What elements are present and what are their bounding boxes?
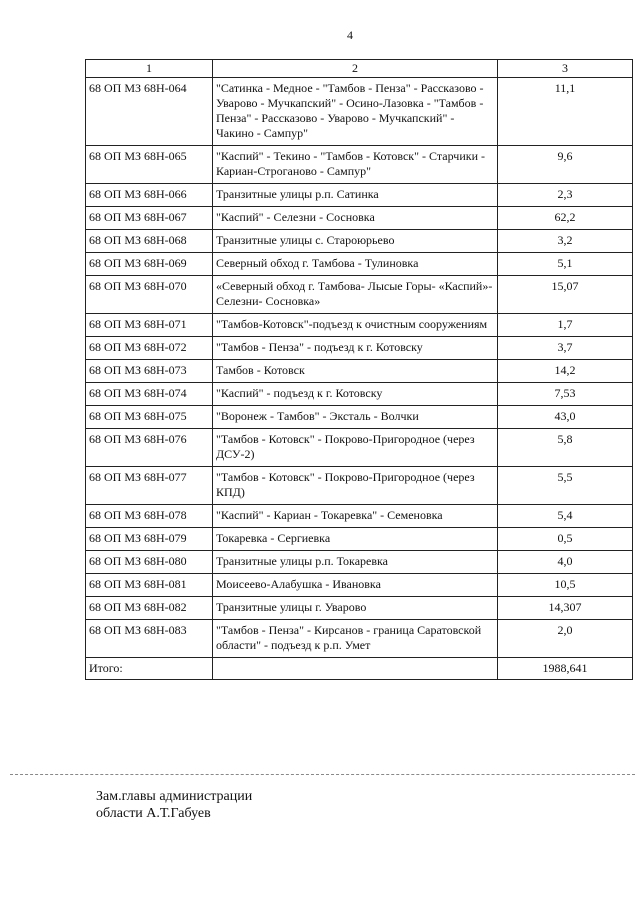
table-row: [86, 230, 633, 253]
road-length-cell: 9,6: [498, 146, 633, 184]
road-code-cell: 68 ОП МЗ 68Н-068: [86, 230, 213, 253]
road-code-cell: 68 ОП МЗ 68Н-083: [86, 620, 213, 658]
road-name-cell: "Воронеж - Тамбов" - Эксталь - Волчки: [213, 406, 498, 429]
road-name-cell: Транзитные улицы г. Уварово: [213, 597, 498, 620]
road-length-cell: 43,0: [498, 406, 633, 429]
road-code-cell: 68 ОП МЗ 68Н-076: [86, 429, 213, 467]
table-header-row: [86, 60, 633, 78]
table-row: [86, 337, 633, 360]
total-label: Итого:: [86, 658, 213, 680]
road-length-cell: 3,2: [498, 230, 633, 253]
road-name-cell: Северный обход г. Тамбова - Тулиновка: [213, 253, 498, 276]
table-row: [86, 78, 633, 146]
road-name-cell: "Сатинка - Медное - "Тамбов - Пенза" - Рассказово - Уварово - Мучкапский" - Осино-Лазовка - "Тамбов - Пенза" - Рассказово - Уварово - Мучкапский" - Чакино - Сампур": [213, 78, 498, 146]
road-length-cell: 5,1: [498, 253, 633, 276]
signature-block: [96, 788, 252, 822]
road-name-cell: Транзитные улицы р.п. Сатинка: [213, 184, 498, 207]
road-name-cell: Транзитные улицы с. Староюрьево: [213, 230, 498, 253]
table-body: [86, 78, 633, 658]
table-row: [86, 505, 633, 528]
road-name-cell: "Каспий" - подъезд к г. Котовску: [213, 383, 498, 406]
road-name-cell: "Тамбов - Котовск" - Покрово-Пригородное (через КПД): [213, 467, 498, 505]
road-length-cell: 1,7: [498, 314, 633, 337]
road-code-cell: 68 ОП МЗ 68Н-081: [86, 574, 213, 597]
road-code-cell: 68 ОП МЗ 68Н-075: [86, 406, 213, 429]
total-value: 1988,641: [498, 658, 633, 680]
table-row: [86, 276, 633, 314]
road-code-cell: 68 ОП МЗ 68Н-082: [86, 597, 213, 620]
road-name-cell: "Тамбов - Котовск" - Покрово-Пригородное (через ДСУ-2): [213, 429, 498, 467]
column-header-2: 2: [213, 60, 498, 78]
road-code-cell: 68 ОП МЗ 68Н-078: [86, 505, 213, 528]
road-code-cell: 68 ОП МЗ 68Н-067: [86, 207, 213, 230]
road-code-cell: 68 ОП МЗ 68Н-077: [86, 467, 213, 505]
divider-line: [10, 774, 635, 775]
road-code-cell: 68 ОП МЗ 68Н-065: [86, 146, 213, 184]
road-code-cell: 68 ОП МЗ 68Н-069: [86, 253, 213, 276]
road-length-cell: 14,2: [498, 360, 633, 383]
road-code-cell: 68 ОП МЗ 68Н-070: [86, 276, 213, 314]
road-length-cell: 3,7: [498, 337, 633, 360]
road-name-cell: "Каспий" - Кариан - Токаревка" - Семеновка: [213, 505, 498, 528]
road-name-cell: Моисеево-Алабушка - Ивановка: [213, 574, 498, 597]
table-row: [86, 597, 633, 620]
table-row: [86, 314, 633, 337]
road-name-cell: "Каспий" - Текино - "Тамбов - Котовск" - Старчики - Кариан-Строганово - Сампур": [213, 146, 498, 184]
road-code-cell: 68 ОП МЗ 68Н-071: [86, 314, 213, 337]
road-length-cell: 2,0: [498, 620, 633, 658]
table-row: [86, 574, 633, 597]
road-name-cell: "Тамбов - Пенза" - Кирсанов - граница Саратовской области" - подъезд к р.п. Умет: [213, 620, 498, 658]
page-number: 4: [347, 28, 353, 42]
road-length-cell: 5,5: [498, 467, 633, 505]
table-row: [86, 383, 633, 406]
road-code-cell: 68 ОП МЗ 68Н-079: [86, 528, 213, 551]
road-length-cell: 14,307: [498, 597, 633, 620]
road-name-cell: "Тамбов - Пенза" - подъезд к г. Котовску: [213, 337, 498, 360]
table-row: [86, 429, 633, 467]
road-code-cell: 68 ОП МЗ 68Н-080: [86, 551, 213, 574]
road-length-cell: 62,2: [498, 207, 633, 230]
road-length-cell: 0,5: [498, 528, 633, 551]
road-length-cell: 7,53: [498, 383, 633, 406]
table-row: [86, 360, 633, 383]
table-row: [86, 406, 633, 429]
road-length-cell: 5,8: [498, 429, 633, 467]
column-header-3: 3: [498, 60, 633, 78]
table-row: [86, 620, 633, 658]
signature-name: области А.Т.Габуев: [96, 806, 211, 821]
road-code-cell: 68 ОП МЗ 68Н-072: [86, 337, 213, 360]
road-code-cell: 68 ОП МЗ 68Н-074: [86, 383, 213, 406]
table-row: [86, 253, 633, 276]
road-name-cell: Транзитные улицы р.п. Токаревка: [213, 551, 498, 574]
road-length-cell: 4,0: [498, 551, 633, 574]
road-name-cell: "Каспий" - Селезни - Сосновка: [213, 207, 498, 230]
road-length-cell: 2,3: [498, 184, 633, 207]
table-row: [86, 146, 633, 184]
roads-table: [85, 59, 633, 680]
road-name-cell: Токаревка - Сергиевка: [213, 528, 498, 551]
total-empty-cell: [213, 658, 498, 680]
road-name-cell: Тамбов - Котовск: [213, 360, 498, 383]
table-row: [86, 528, 633, 551]
road-code-cell: 68 ОП МЗ 68Н-064: [86, 78, 213, 146]
total-row: [86, 658, 633, 680]
road-name-cell: «Северный обход г. Тамбова- Лысые Горы- «Каспий»-Селезни- Сосновка»: [213, 276, 498, 314]
road-name-cell: "Тамбов-Котовск"-подъезд к очистным сооружениям: [213, 314, 498, 337]
road-length-cell: 15,07: [498, 276, 633, 314]
signature-title: Зам.главы администрации: [96, 789, 253, 804]
table-row: [86, 207, 633, 230]
column-header-1: 1: [86, 60, 213, 78]
table-row: [86, 467, 633, 505]
road-length-cell: 11,1: [498, 78, 633, 146]
road-length-cell: 10,5: [498, 574, 633, 597]
table-row: [86, 551, 633, 574]
table-row: [86, 184, 633, 207]
road-code-cell: 68 ОП МЗ 68Н-073: [86, 360, 213, 383]
road-code-cell: 68 ОП МЗ 68Н-066: [86, 184, 213, 207]
road-length-cell: 5,4: [498, 505, 633, 528]
